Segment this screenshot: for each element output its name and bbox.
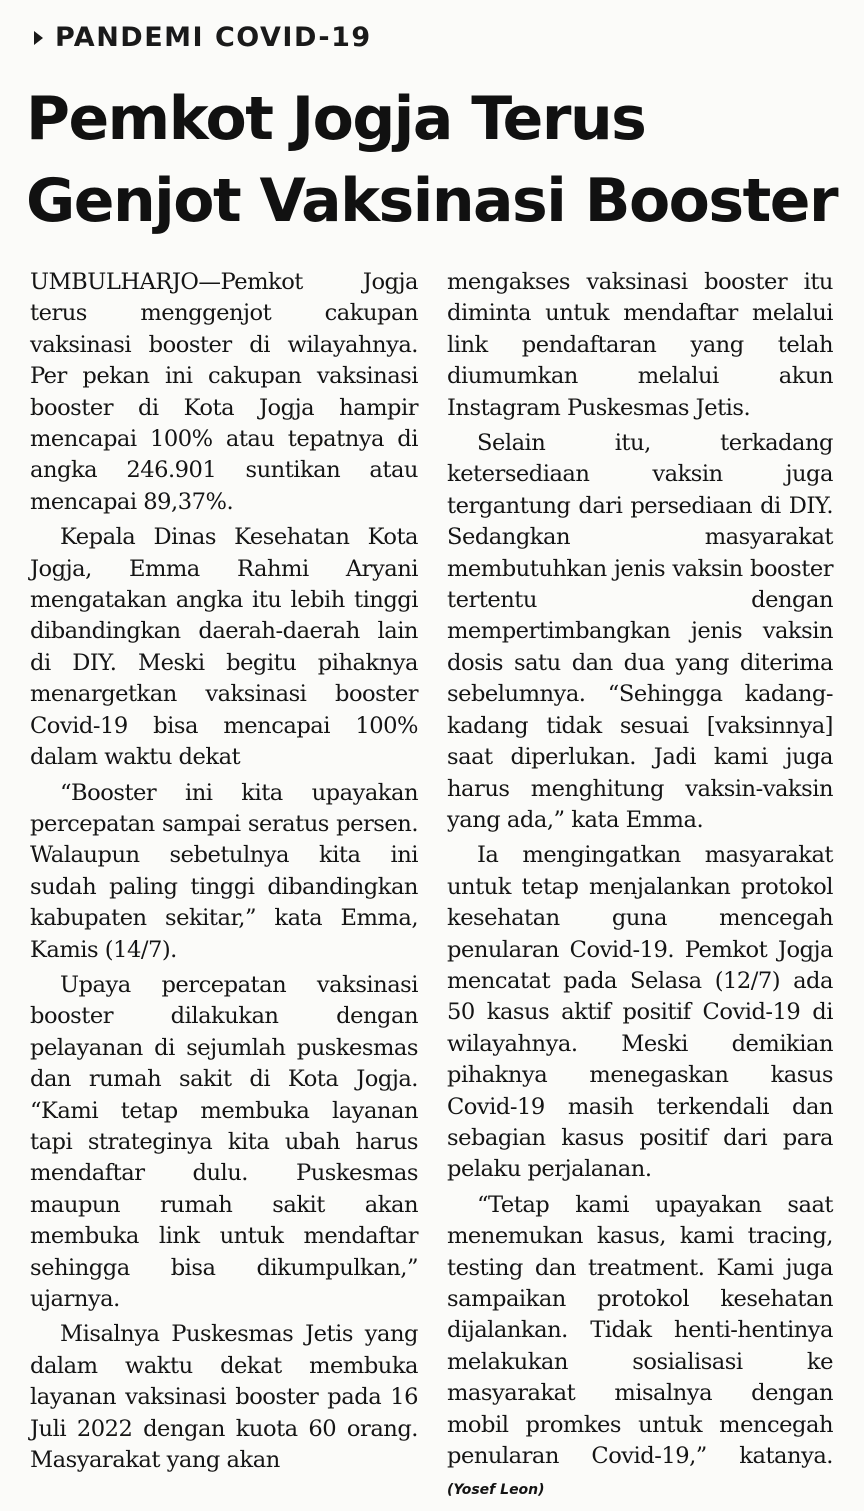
paragraph: Misalnya Puskesmas Jetis yang dalam waktu dekat membuka layanan vaksinasi booster pada 16 Juli 2022 dengan kuota 60 orang. Masyarakat yang akan <box>30 1321 418 1474</box>
paragraph: Selain itu, terkadang ketersediaan vaksin juga tergantung dari persediaan di DIY. Sedangkan masyarakat membutuhkan jenis vaksin booster tertentu dengan mempertimbangkan jenis vaksin dosis satu dan dua yang diterima sebelumnya. “Sehingga kadang-kadang tidak sesuai [vaksinnya] saat diperlukan. Jadi kami juga harus menghitung vaksin-vaksin yang ada,” kata Emma. <box>447 430 833 833</box>
headline-line-2: Genjot Vaksinasi Booster <box>26 166 838 236</box>
headline <box>26 78 856 242</box>
paragraph-text: “Tetap kami upayakan saat menemukan kasus, kami tracing, testing dan treatment. Kami juga sampaikan protokol kesehatan dijalankan. Tidak henti-hentinya melakukan sosialisasi ke masyarakat misalnya dengan mobil promkes untuk mencegah penularan Covid-19,” katanya. <box>447 1191 833 1470</box>
article-column-left <box>30 267 418 1480</box>
paragraph: Ia mengingatkan masyarakat untuk tetap menjalankan protokol kesehatan guna mencegah penularan Covid-19. Pemkot Jogja mencatat pada Selasa (12/7) ada 50 kasus aktif positif Covid-19 di wilayahnya. Meski demikian pihaknya menegaskan kasus Covid-19 masih terkendali dan sebagian kasus positif dari para pelaku perjalanan. <box>447 842 833 1183</box>
paragraph: UMBULHARJO—Pemkot Jogja terus menggenjot cakupan vaksinasi booster di wilayahnya. Per pekan ini cakupan vaksinasi booster di Kota Jogja hampir mencapai 100% atau tepatnya di angka 246.901 suntikan atau mencapai 89,37%. <box>30 269 418 515</box>
article-column-right <box>447 267 833 1511</box>
section-rubric <box>34 22 372 53</box>
paragraph: “Booster ini kita upayakan percepatan sampai seratus persen. Walaupun sebetulnya kita ini sudah paling tinggi dibandingkan kabupaten sekitar,” kata Emma, Kamis (14/7). <box>30 779 418 963</box>
byline: (Yosef Leon) <box>447 1482 545 1499</box>
triangle-bullet-icon <box>34 31 43 45</box>
paragraph: Upaya percepatan vaksinasi booster dilakukan dengan pelayanan di sejumlah puskesmas dan rumah sakit di Kota Jogja. “Kami tetap membuka layanan tapi strateginya kita ubah harus mendaftar dulu. Puskesmas maupun rumah sakit akan membuka link untuk mendaftar sehingga bisa dikumpulkan,” ujarnya. <box>30 971 418 1312</box>
rubric-label: PANDEMI COVID-19 <box>55 22 372 53</box>
headline-line-1: Pemkot Jogja Terus <box>26 84 646 154</box>
paragraph: mengakses vaksinasi booster itu diminta untuk mendaftar melalui link pendaftaran yang telah diumumkan melalui akun Instagram Puskesmas Jetis. <box>447 269 833 421</box>
paragraph-last <box>447 1190 833 1507</box>
paragraph: Kepala Dinas Kesehatan Kota Jogja, Emma Rahmi Aryani mengatakan angka itu lebih tinggi dibandingkan daerah-daerah lain di DIY. Meski begitu pihaknya menargetkan vaksinasi booster Covid-19 bisa mencapai 100% dalam waktu dekat <box>30 524 418 771</box>
